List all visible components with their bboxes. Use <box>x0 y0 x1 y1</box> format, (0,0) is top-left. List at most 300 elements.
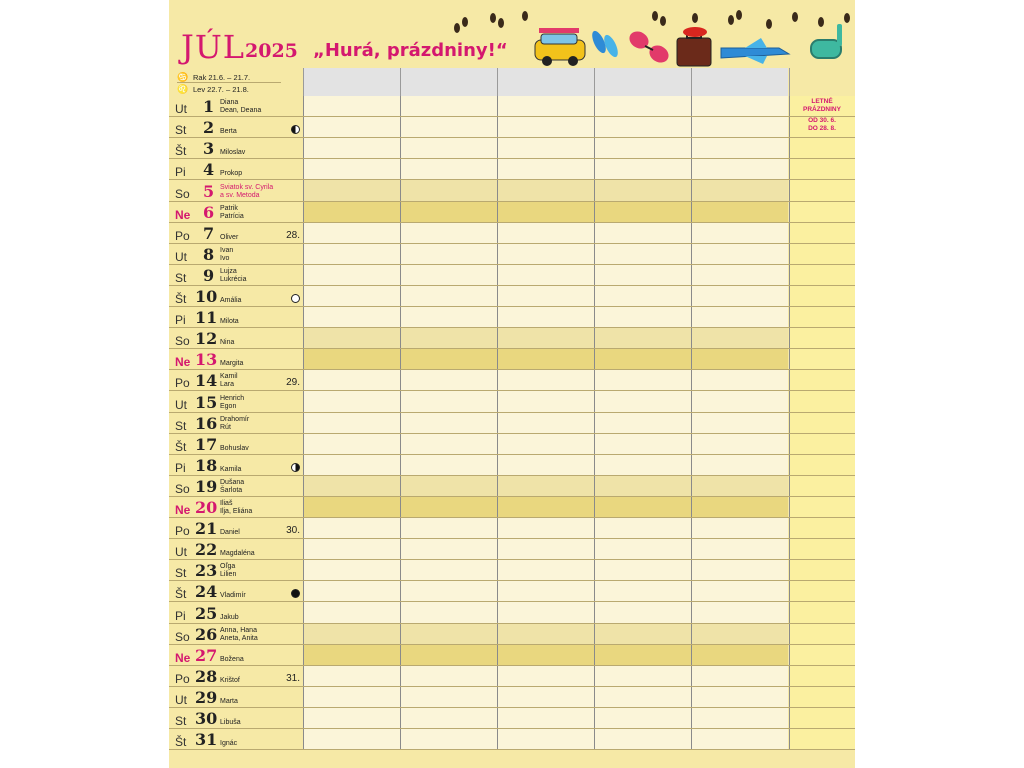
name-day <box>220 297 241 305</box>
notes-cell[interactable] <box>789 539 855 560</box>
planner-cell[interactable] <box>497 180 594 202</box>
planner-cell[interactable] <box>691 349 788 370</box>
notes-cell[interactable] <box>789 455 855 476</box>
family-column-header[interactable] <box>497 68 594 96</box>
month-title: JÚL <box>181 28 246 66</box>
name-day-line: Libuša <box>220 719 241 726</box>
planner-cell[interactable] <box>594 687 691 708</box>
day-number: 12 <box>195 329 218 348</box>
planner-cell[interactable] <box>400 666 497 687</box>
planner-cell[interactable] <box>400 96 497 117</box>
day-label-cell <box>169 413 303 434</box>
name-day-line: Nina <box>220 339 235 346</box>
planner-cell[interactable] <box>594 223 691 244</box>
planner-cell[interactable] <box>594 138 691 159</box>
notes-cell[interactable] <box>789 180 855 202</box>
name-day <box>220 360 243 368</box>
planner-cell[interactable] <box>497 391 594 413</box>
planner-cell[interactable] <box>691 539 788 560</box>
planner-cell[interactable] <box>400 497 497 518</box>
day-number: 24 <box>195 582 218 601</box>
planner-cell[interactable] <box>497 349 594 370</box>
family-column-header[interactable] <box>691 68 788 96</box>
planner-cell[interactable] <box>400 349 497 370</box>
planner-cell[interactable] <box>594 476 691 497</box>
day-number: 14 <box>195 371 218 390</box>
day-of-week: Št <box>175 440 187 454</box>
day-label-cell <box>169 370 303 391</box>
planner-cell[interactable] <box>400 434 497 455</box>
day-label-cell <box>169 96 303 117</box>
planner-cell[interactable] <box>303 117 400 138</box>
diving-mask-icon <box>811 24 842 58</box>
planner-cell[interactable] <box>303 666 400 687</box>
suitcase-icon <box>677 27 711 66</box>
name-day-line: Prokop <box>220 170 243 177</box>
planner-cell[interactable] <box>400 645 497 666</box>
planner-cell[interactable] <box>691 117 788 138</box>
day-label-cell <box>169 391 303 413</box>
notes-cell[interactable] <box>789 138 855 159</box>
day-label-cell <box>169 476 303 497</box>
name-day-line: Lara <box>220 381 235 388</box>
day-label-cell <box>169 349 303 370</box>
notes-cell[interactable] <box>789 624 855 645</box>
planner-cell[interactable] <box>594 244 691 265</box>
planner-cell[interactable] <box>497 455 594 476</box>
planner-cell[interactable] <box>594 159 691 180</box>
planner-cell[interactable] <box>303 202 400 223</box>
planner-cell[interactable] <box>594 560 691 581</box>
planner-cell[interactable] <box>400 265 497 286</box>
planner-cell[interactable] <box>594 624 691 645</box>
day-label-cell <box>169 455 303 476</box>
planner-cell[interactable] <box>497 117 594 138</box>
notes-cell[interactable] <box>789 223 855 244</box>
planner-cell[interactable] <box>497 497 594 518</box>
notes-cell[interactable] <box>789 328 855 349</box>
day-number: 25 <box>195 604 218 623</box>
name-day-line: Diana <box>220 99 239 106</box>
day-label-cell <box>169 687 303 708</box>
day-label-cell <box>169 159 303 180</box>
planner-cell[interactable] <box>691 455 788 476</box>
notes-cell[interactable] <box>789 518 855 539</box>
name-day <box>220 205 244 221</box>
planner-cell[interactable] <box>691 223 788 244</box>
name-day <box>220 592 246 600</box>
planner-cell[interactable] <box>497 244 594 265</box>
notes-cell[interactable] <box>789 581 855 602</box>
planner-cell[interactable] <box>303 708 400 729</box>
day-of-week: Pi <box>175 609 186 623</box>
planner-cell[interactable] <box>594 581 691 602</box>
planner-cell[interactable] <box>497 159 594 180</box>
notes-cell[interactable] <box>789 413 855 434</box>
planner-cell[interactable] <box>303 539 400 560</box>
planner-cell[interactable] <box>691 518 788 539</box>
notes-cell[interactable] <box>789 666 855 687</box>
week-number: 30. <box>286 525 300 536</box>
notes-cell[interactable] <box>789 265 855 286</box>
planner-cell[interactable] <box>400 117 497 138</box>
planner-cell[interactable] <box>691 413 788 434</box>
planner-cell[interactable] <box>497 223 594 244</box>
planner-cell[interactable] <box>594 286 691 307</box>
planner-cell[interactable] <box>691 159 788 180</box>
name-day-line: Patrícia <box>220 213 244 220</box>
day-number: 30 <box>195 709 218 728</box>
planner-cell[interactable] <box>303 328 400 349</box>
day-of-week: Ne <box>175 651 191 665</box>
planner-cell[interactable] <box>691 265 788 286</box>
planner-cell[interactable] <box>594 370 691 391</box>
day-number: 13 <box>195 350 218 369</box>
planner-cell[interactable] <box>400 539 497 560</box>
notes-cell[interactable] <box>789 370 855 391</box>
day-of-week: St <box>175 714 187 728</box>
day-of-week: So <box>175 334 190 348</box>
planner-cell[interactable] <box>594 539 691 560</box>
planner-cell[interactable] <box>303 518 400 539</box>
name-day <box>220 247 233 263</box>
name-day-line: Ilja, Eliána <box>220 508 253 515</box>
planner-cell[interactable] <box>691 687 788 708</box>
planner-cell[interactable] <box>497 624 594 645</box>
day-of-week: Ut <box>175 102 187 116</box>
planner-cell[interactable] <box>400 560 497 581</box>
day-number: 15 <box>195 393 218 412</box>
family-column-header[interactable] <box>400 68 497 96</box>
name-day <box>220 373 238 389</box>
planner-cell[interactable] <box>497 539 594 560</box>
name-day-line: Henrich <box>220 395 245 402</box>
name-day-line: Anna, Hana <box>220 627 257 634</box>
planner-cell[interactable] <box>303 729 400 750</box>
planner-cell[interactable] <box>691 476 788 497</box>
day-of-week: Št <box>175 144 187 158</box>
planner-cell[interactable] <box>594 729 691 750</box>
notes-cell[interactable] <box>789 708 855 729</box>
planner-cell[interactable] <box>594 307 691 328</box>
planner-cell[interactable] <box>497 286 594 307</box>
planner-cell[interactable] <box>497 265 594 286</box>
planner-cell[interactable] <box>497 602 594 624</box>
day-of-week: Ne <box>175 503 191 517</box>
planner-cell[interactable] <box>497 708 594 729</box>
planner-cell[interactable] <box>303 624 400 645</box>
planner-cell[interactable] <box>497 476 594 497</box>
name-day-line: Lilien <box>220 571 237 578</box>
day-of-week: St <box>175 566 187 580</box>
day-label-cell <box>169 560 303 581</box>
holiday-note-dates-line1: OD 30. 6. <box>808 117 836 124</box>
planner-cell[interactable] <box>691 96 788 117</box>
notes-cell[interactable] <box>789 159 855 180</box>
day-label-cell <box>169 265 303 286</box>
name-day <box>220 563 236 579</box>
planner-cell[interactable] <box>497 560 594 581</box>
day-number: 28 <box>195 667 218 686</box>
name-day-line: Berta <box>220 128 237 135</box>
planner-cell[interactable] <box>497 413 594 434</box>
name-day-line: Aneta, Anita <box>220 635 258 642</box>
planner-cell[interactable] <box>400 624 497 645</box>
zodiac-box <box>169 68 303 96</box>
day-of-week: Ut <box>175 250 187 264</box>
day-number: 20 <box>195 498 218 517</box>
planner-cell[interactable] <box>400 138 497 159</box>
planner-cell[interactable] <box>303 244 400 265</box>
planner-cell[interactable] <box>691 645 788 666</box>
planner-cell[interactable] <box>303 223 400 244</box>
day-label-cell <box>169 708 303 729</box>
name-day <box>220 416 249 432</box>
family-column-header[interactable] <box>594 68 691 96</box>
holiday-note-title-line2: PRÁZDNINY <box>803 106 841 113</box>
planner-cell[interactable] <box>303 602 400 624</box>
family-column-header[interactable] <box>303 68 400 96</box>
name-day <box>220 719 241 727</box>
week-number: 28. <box>286 230 300 241</box>
planner-cell[interactable] <box>594 434 691 455</box>
day-number: 27 <box>195 646 218 665</box>
day-label-cell <box>169 244 303 265</box>
planner-cell[interactable] <box>691 581 788 602</box>
day-number: 7 <box>203 224 215 243</box>
planner-cell[interactable] <box>303 96 400 117</box>
day-number: 4 <box>203 160 215 179</box>
planner-cell[interactable] <box>691 328 788 349</box>
planner-cell[interactable] <box>497 138 594 159</box>
planner-cell[interactable] <box>497 96 594 117</box>
day-number: 19 <box>195 477 218 496</box>
planner-cell[interactable] <box>400 708 497 729</box>
planner-cell[interactable] <box>691 624 788 645</box>
planner-cell[interactable] <box>497 434 594 455</box>
planner-cell[interactable] <box>594 328 691 349</box>
planner-cell[interactable] <box>400 602 497 624</box>
planner-cell[interactable] <box>497 687 594 708</box>
planner-cell[interactable] <box>691 286 788 307</box>
day-label-cell <box>169 497 303 518</box>
name-day <box>220 550 255 558</box>
planner-cell[interactable] <box>497 581 594 602</box>
planner-cell[interactable] <box>303 687 400 708</box>
planner-cell[interactable] <box>400 687 497 708</box>
planner-cell[interactable] <box>400 476 497 497</box>
planner-cell[interactable] <box>497 307 594 328</box>
planner-cell[interactable] <box>691 307 788 328</box>
first-moon-icon <box>291 463 300 472</box>
planner-cell[interactable] <box>303 497 400 518</box>
notes-cell[interactable] <box>789 244 855 265</box>
planner-cell[interactable] <box>691 729 788 750</box>
planner-cell[interactable] <box>400 180 497 202</box>
planner-cell[interactable] <box>691 497 788 518</box>
planner-cell[interactable] <box>594 455 691 476</box>
name-day <box>220 339 234 347</box>
planner-cell[interactable] <box>594 349 691 370</box>
day-number: 16 <box>195 414 218 433</box>
planner-cell[interactable] <box>594 180 691 202</box>
planner-cell[interactable] <box>400 518 497 539</box>
planner-cell[interactable] <box>400 286 497 307</box>
planner-cell[interactable] <box>400 370 497 391</box>
planner-cell[interactable] <box>303 391 400 413</box>
name-day-line: Daniel <box>220 529 240 536</box>
planner-cell[interactable] <box>303 180 400 202</box>
name-day-line: Sviatok sv. Cyrila <box>220 184 274 191</box>
day-number: 11 <box>195 308 218 327</box>
name-day-line: Kamila <box>220 466 242 473</box>
planner-cell[interactable] <box>400 328 497 349</box>
notes-cell[interactable] <box>789 560 855 581</box>
planner-cell[interactable] <box>400 307 497 328</box>
day-number: 2 <box>203 118 215 137</box>
week-number: 31. <box>286 673 300 684</box>
notes-cell[interactable] <box>789 286 855 307</box>
planner-cell[interactable] <box>497 666 594 687</box>
planner-cell[interactable] <box>691 708 788 729</box>
name-day-line: Šarlota <box>220 487 243 494</box>
planner-cell[interactable] <box>400 413 497 434</box>
name-day-line: Egon <box>220 403 237 410</box>
notes-cell[interactable] <box>789 687 855 708</box>
day-of-week: Št <box>175 292 187 306</box>
planner-cell[interactable] <box>303 476 400 497</box>
planner-cell[interactable] <box>497 202 594 223</box>
planner-cell[interactable] <box>594 602 691 624</box>
planner-cell[interactable] <box>400 391 497 413</box>
day-label-cell <box>169 307 303 328</box>
notes-cell[interactable] <box>789 602 855 624</box>
notes-cell[interactable] <box>789 307 855 328</box>
planner-cell[interactable] <box>303 581 400 602</box>
notes-cell[interactable] <box>789 729 855 750</box>
last-moon-icon <box>291 125 300 134</box>
day-label-cell <box>169 202 303 223</box>
planner-cell[interactable] <box>400 581 497 602</box>
planner-cell[interactable] <box>303 370 400 391</box>
planner-cell[interactable] <box>691 434 788 455</box>
planner-cell[interactable] <box>594 708 691 729</box>
planner-cell[interactable] <box>594 202 691 223</box>
notes-cell[interactable] <box>789 349 855 370</box>
planner-cell[interactable] <box>400 202 497 223</box>
planner-cell[interactable] <box>303 159 400 180</box>
notes-cell[interactable] <box>789 476 855 497</box>
planner-cell[interactable] <box>691 244 788 265</box>
notes-cell[interactable] <box>789 645 855 666</box>
day-label-cell <box>169 223 303 244</box>
planner-cell[interactable] <box>594 117 691 138</box>
planner-cell[interactable] <box>691 180 788 202</box>
week-number: 29. <box>286 377 300 388</box>
slogan-text: „Hurá, prázdniny!“ <box>313 40 508 61</box>
planner-cell[interactable] <box>303 645 400 666</box>
planner-cell[interactable] <box>691 560 788 581</box>
notes-cell[interactable] <box>789 434 855 455</box>
planner-cell[interactable] <box>594 413 691 434</box>
day-of-week: Pi <box>175 165 186 179</box>
planner-cell[interactable] <box>594 391 691 413</box>
planner-cell[interactable] <box>691 202 788 223</box>
planner-cell[interactable] <box>303 413 400 434</box>
planner-cell[interactable] <box>691 666 788 687</box>
day-label-cell <box>169 729 303 750</box>
name-day-line: Milota <box>220 318 239 325</box>
planner-cell[interactable] <box>303 286 400 307</box>
planner-cell[interactable] <box>691 391 788 413</box>
day-label-cell <box>169 581 303 602</box>
airplane-icon <box>721 38 789 64</box>
day-of-week: So <box>175 187 190 201</box>
name-day <box>220 268 246 284</box>
planner-cell[interactable] <box>400 729 497 750</box>
planner-cell[interactable] <box>497 370 594 391</box>
planner-cell[interactable] <box>594 666 691 687</box>
name-day-line: Jakub <box>220 614 239 621</box>
planner-cell[interactable] <box>594 645 691 666</box>
planner-cell[interactable] <box>497 518 594 539</box>
day-of-week: Ut <box>175 398 187 412</box>
name-day <box>220 170 242 178</box>
planner-cell[interactable] <box>691 138 788 159</box>
day-of-week: Po <box>175 376 190 390</box>
day-number: 9 <box>203 266 215 285</box>
name-day-line: Dušana <box>220 479 245 486</box>
day-label-cell <box>169 434 303 455</box>
planner-cell[interactable] <box>497 645 594 666</box>
notes-cell[interactable] <box>789 202 855 223</box>
summer-holiday-note <box>789 96 855 133</box>
planner-cell[interactable] <box>303 434 400 455</box>
planner-cell[interactable] <box>497 328 594 349</box>
day-number: 18 <box>195 456 218 475</box>
planner-cell[interactable] <box>691 370 788 391</box>
planner-cell[interactable] <box>303 307 400 328</box>
notes-cell[interactable] <box>789 391 855 413</box>
planner-cell[interactable] <box>400 244 497 265</box>
planner-cell[interactable] <box>594 518 691 539</box>
planner-cell[interactable] <box>303 265 400 286</box>
notes-cell[interactable] <box>789 497 855 518</box>
planner-cell[interactable] <box>303 560 400 581</box>
planner-cell[interactable] <box>400 159 497 180</box>
planner-cell[interactable] <box>594 96 691 117</box>
day-of-week: Št <box>175 587 187 601</box>
name-day <box>220 234 238 242</box>
planner-cell[interactable] <box>303 138 400 159</box>
holiday-note-dates-line2: DO 28. 8. <box>808 125 836 132</box>
day-of-week: Ut <box>175 693 187 707</box>
planner-cell[interactable] <box>497 729 594 750</box>
planner-cell[interactable] <box>594 265 691 286</box>
planner-cell[interactable] <box>303 455 400 476</box>
bottom-band <box>169 752 855 768</box>
planner-cell[interactable] <box>691 602 788 624</box>
name-day-line: a sv. Metoda <box>220 192 260 199</box>
name-day-line: Vladimír <box>220 592 246 599</box>
day-of-week: So <box>175 630 190 644</box>
planner-cell[interactable] <box>400 455 497 476</box>
planner-cell[interactable] <box>303 349 400 370</box>
planner-cell[interactable] <box>400 223 497 244</box>
name-day-line: Miloslav <box>220 149 246 156</box>
planner-cell[interactable] <box>594 497 691 518</box>
day-number: 1 <box>203 97 215 116</box>
